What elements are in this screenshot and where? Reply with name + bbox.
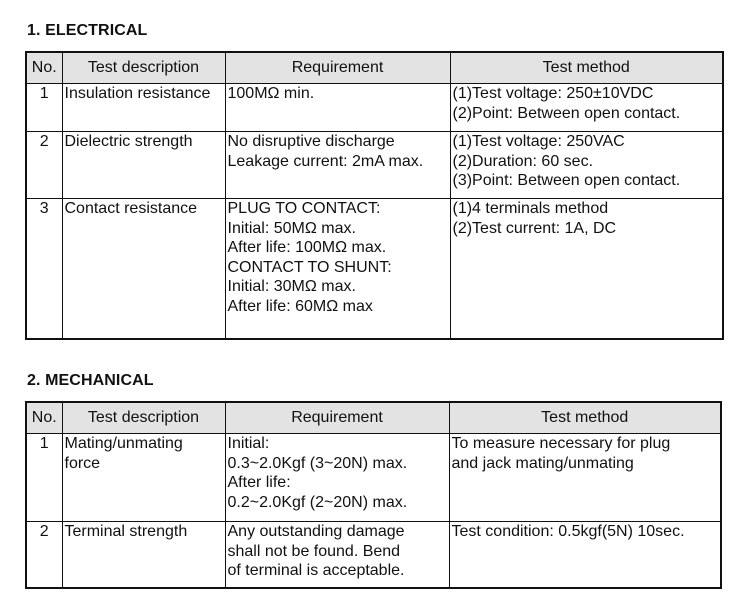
header-test-method: Test method — [449, 402, 721, 434]
header-no: No. — [26, 402, 62, 434]
row-description: Terminal strength — [62, 522, 225, 588]
table-row — [26, 84, 723, 132]
row-method: Test condition: 0.5kgf(5N) 10sec. — [449, 522, 721, 588]
row-description: Insulation resistance — [62, 84, 225, 132]
header-requirement: Requirement — [225, 52, 450, 84]
row-method: To measure necessary for plug and jack mating/unmating — [449, 434, 721, 522]
electrical-table — [25, 51, 724, 340]
header-test-method: Test method — [450, 52, 723, 84]
row-no: 2 — [26, 522, 62, 588]
row-requirement: PLUG TO CONTACT: Initial: 50MΩ max. After life: 100MΩ max. CONTACT TO SHUNT: Initial: 30MΩ max. After life: 60MΩ max — [225, 199, 450, 339]
row-no: 3 — [26, 199, 62, 339]
header-test-description: Test description — [62, 52, 225, 84]
row-method: (1)Test voltage: 250±10VDC (2)Point: Between open contact. — [450, 84, 723, 132]
table-row — [26, 199, 723, 339]
header-requirement: Requirement — [225, 402, 449, 434]
header-test-description: Test description — [62, 402, 225, 434]
row-method: (1)4 terminals method (2)Test current: 1A, DC — [450, 199, 723, 339]
row-description: Dielectric strength — [62, 132, 225, 199]
row-description: Mating/unmating force — [62, 434, 225, 522]
electrical-section-title: 1. ELECTRICAL — [27, 22, 148, 39]
table-row — [26, 434, 721, 522]
row-no: 1 — [26, 84, 62, 132]
row-no: 2 — [26, 132, 62, 199]
row-requirement: Any outstanding damage shall not be found. Bend of terminal is acceptable. — [225, 522, 449, 588]
table-row — [26, 132, 723, 199]
mechanical-table — [25, 401, 722, 589]
table-header-row — [26, 402, 721, 434]
row-requirement: No disruptive discharge Leakage current: 2mA max. — [225, 132, 450, 199]
table-row — [26, 522, 721, 588]
row-no: 1 — [26, 434, 62, 522]
header-no: No. — [26, 52, 62, 84]
table-header-row — [26, 52, 723, 84]
row-description: Contact resistance — [62, 199, 225, 339]
mechanical-section-title: 2. MECHANICAL — [27, 372, 154, 389]
row-requirement: Initial: 0.3~2.0Kgf (3~20N) max. After life: 0.2~2.0Kgf (2~20N) max. — [225, 434, 449, 522]
row-requirement: 100MΩ min. — [225, 84, 450, 132]
row-method: (1)Test voltage: 250VAC (2)Duration: 60 sec. (3)Point: Between open contact. — [450, 132, 723, 199]
